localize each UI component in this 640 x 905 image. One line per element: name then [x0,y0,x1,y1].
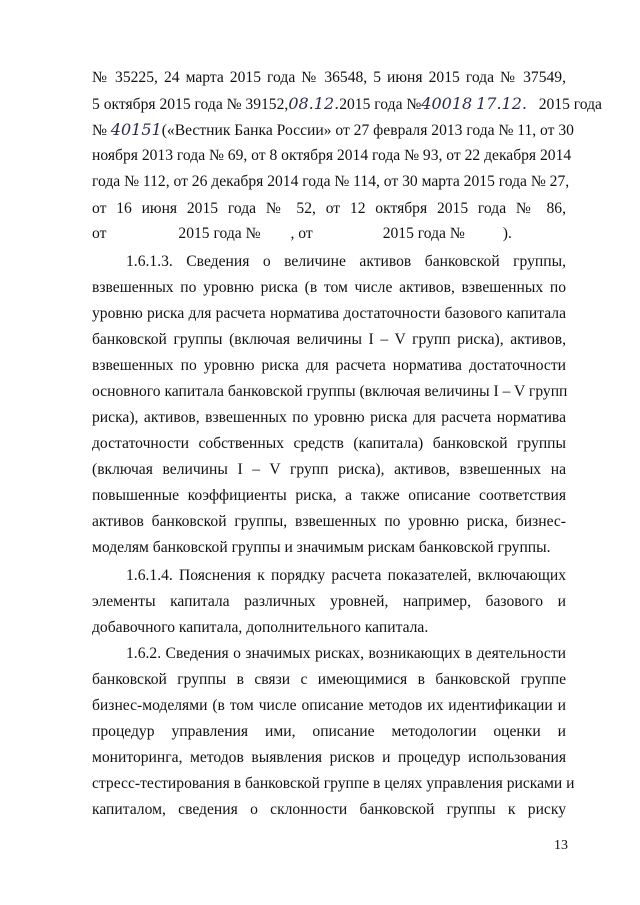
text-line: ноября 2013 года № 69, от 8 октября 2014 года № 93, от 22 декабря 2014 [92,147,572,164]
handwritten-date: 17.12. [476,94,527,113]
paragraph-heading-line: 1.6.2. Сведения о значимых рисках, возникающих в деятельности [126,645,566,662]
text-line: года № 112, от 26 декабря 2014 года № 114, от 30 марта 2015 года № 27, [92,173,570,190]
text-line-with-handwriting [92,94,602,115]
text-line: основного капитала банковской группы (включая величины I – V групп [92,383,568,400]
text-line: процедур управления ими, описание методологии оценки и [92,723,566,740]
text-fragment: 5 октября 2015 года № 39152, [92,96,289,113]
text-line-with-handwriting [92,120,574,141]
handwritten-number: 40151 [110,120,162,139]
text-line: взвешенных по уровню риска (в том числе активов, взвешенных по [92,279,566,296]
text-fragment: 2015 года № [178,225,261,242]
text-fragment: 2015 года № [382,225,465,242]
text-line: повышенные коэффициенты риска, а также описание соответствия [92,487,566,504]
text-line: № 35225, 24 марта 2015 года № 36548, 5 июня 2015 года № 37549, [92,69,566,86]
paragraph-heading-line: 1.6.1.3. Сведения о величине активов банковской группы, [126,253,566,270]
text-line: уровню риска для расчета норматива достаточности базового капитала [92,305,566,322]
text-line: банковской группы (включая величины I – V групп риска), активов, [92,331,566,348]
text-line: мониторинга, методов выявления рисков и процедур использования [92,749,566,766]
text-fragment: , от [290,225,313,242]
text-line: активов банковской группы, взвешенных по уровню риска, бизнес- [92,513,566,530]
handwritten-number: 40018 [421,94,473,113]
text-line-with-blanks [92,224,566,244]
text-line: элементы капитала различных уровней, например, базового и [92,593,566,610]
text-fragment: ). [502,225,512,242]
text-fragment: 2015 года № [339,96,422,113]
text-line: банковской группы в связи с имеющимися в банковской группе [92,671,566,688]
handwritten-date: 08.12. [288,94,340,113]
text-fragment: № [92,122,107,139]
text-fragment: 2015 года [538,96,602,113]
page-number: 13 [554,838,568,853]
text-line-last: моделям банковской группы и значимым рискам банковской группы. [92,539,551,556]
paragraph-heading-line: 1.6.1.4. Пояснения к порядку расчета показателей, включающих [126,567,566,584]
text-line: бизнес-моделями (в том числе описание методов их идентификации и [92,697,566,714]
text-fragment: от [92,225,107,242]
text-line: взвешенных по уровню риска для расчета норматива достаточности [92,357,566,374]
text-line: стресс-тестирования в банковской группе в целях управления рисками и [92,775,575,792]
text-line: риска), активов, взвешенных по уровню риска для расчета норматива [92,409,566,426]
text-fragment: («Вестник Банка России» от 27 февраля 2013 года № 11, от 30 [161,122,574,139]
text-line: от 16 июня 2015 года № 52, от 12 октября 2015 года № 86, [92,200,566,217]
text-line-last: добавочного капитала, дополнительного капитала. [92,619,429,636]
text-line: (включая величины I – V групп риска), активов, взвешенных на [92,461,566,478]
text-line: достаточности собственных средств (капитала) банковской группы [92,435,566,452]
text-line: капиталом, сведения о склонности банковской группы к риску [92,801,566,818]
